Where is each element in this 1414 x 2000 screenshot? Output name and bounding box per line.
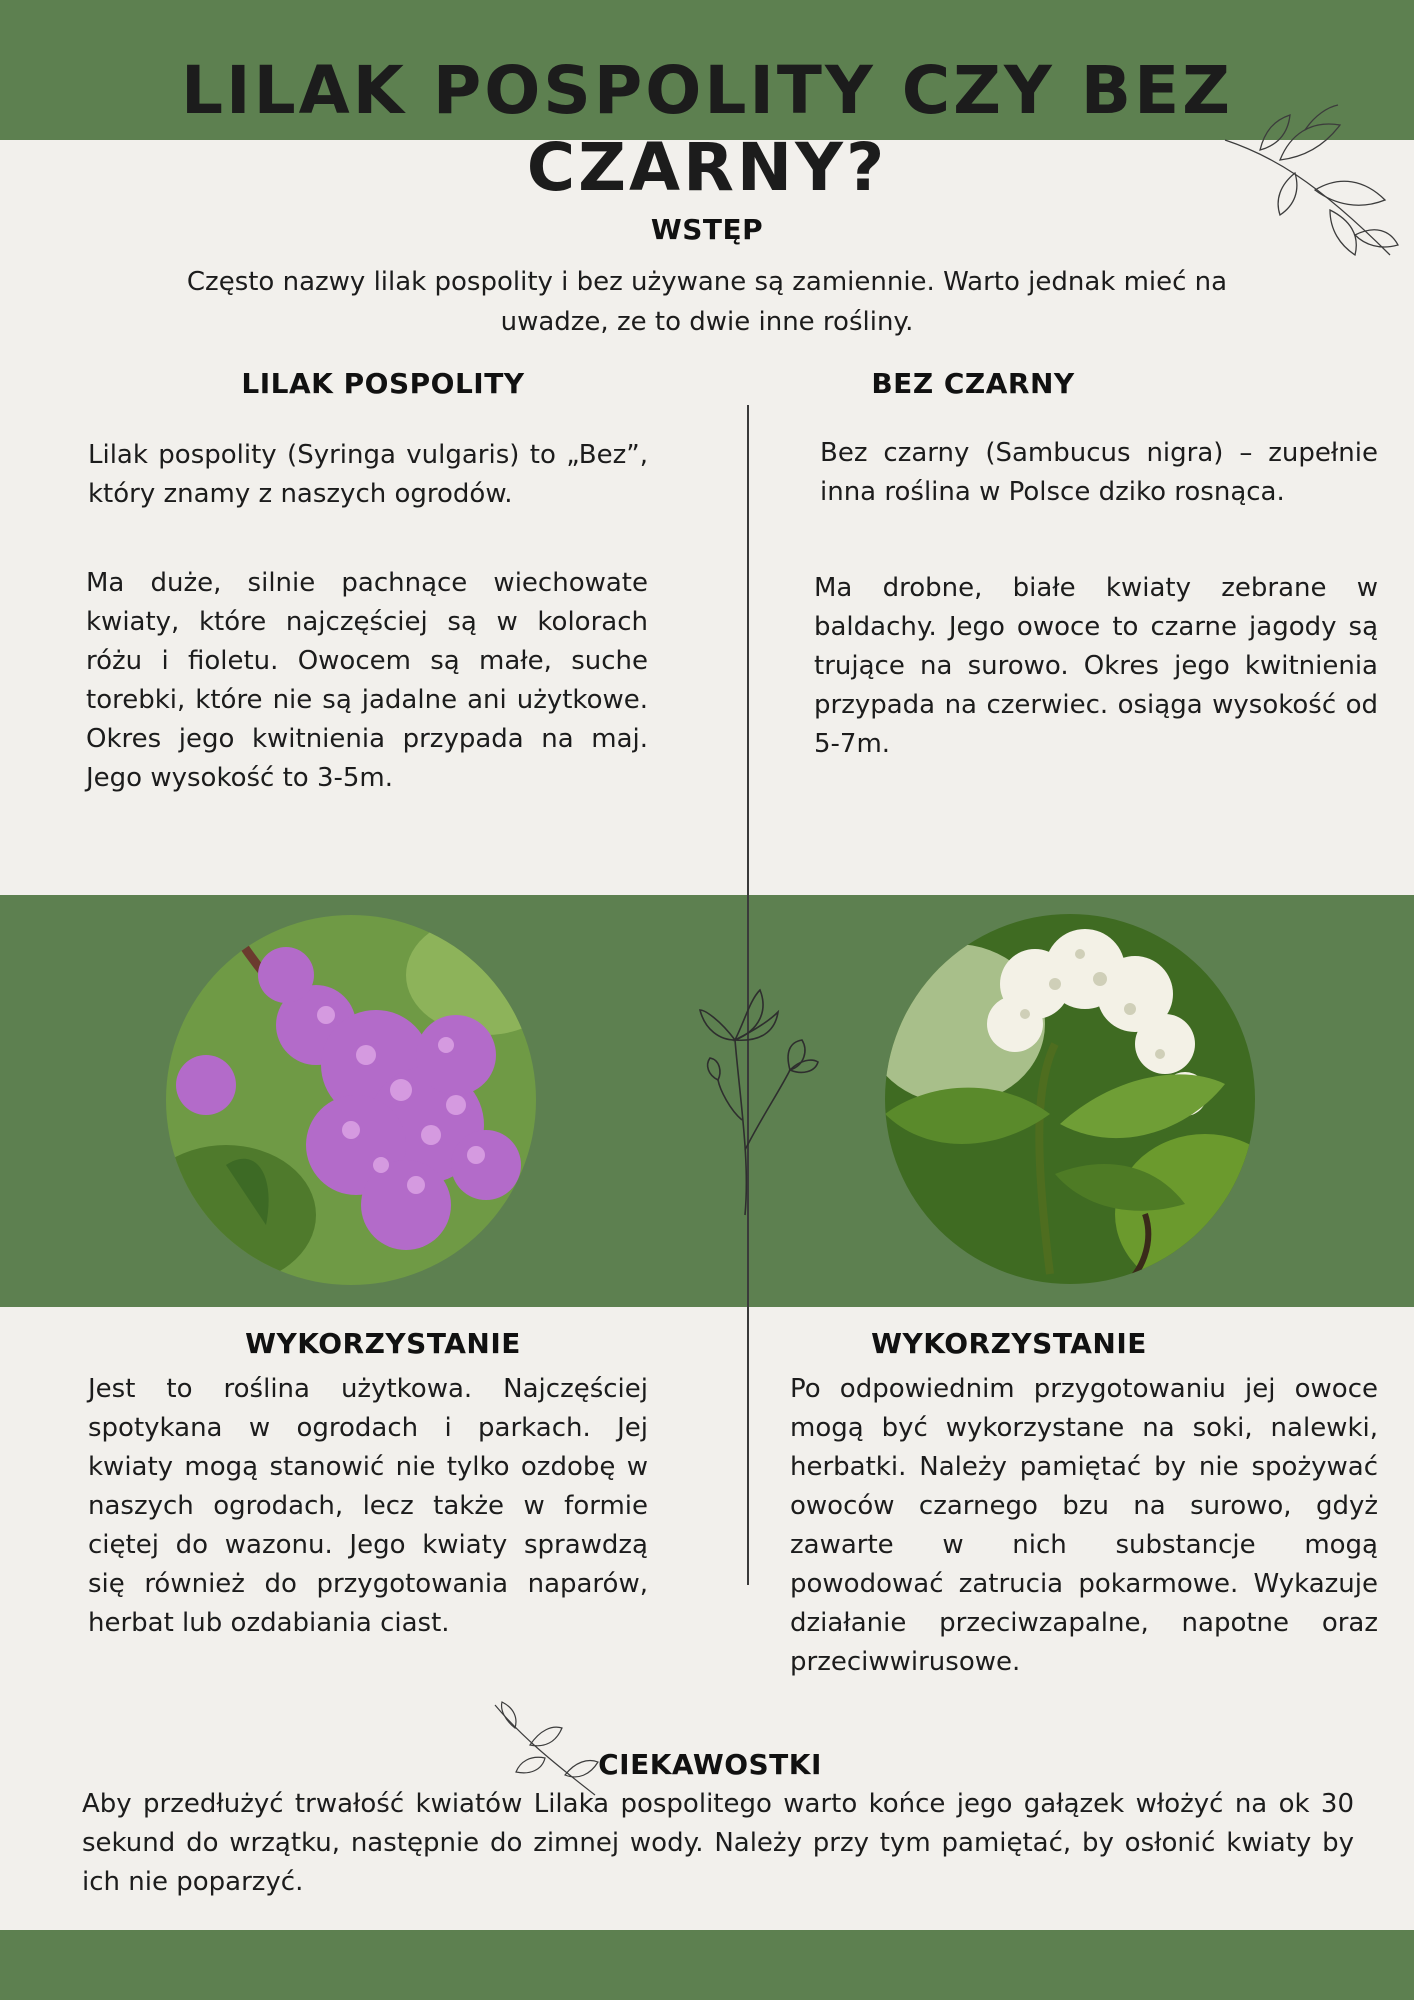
- lilac-description: Lilak pospolity (Syringa vulgaris) to „Bez”, który znamy z naszych ogrodów.: [88, 440, 648, 509]
- footer-band: [0, 1930, 1414, 2000]
- elder-details: Ma drobne, białe kwiaty zebrane w baldachy. Jego owoce to czarne jagody są trujące na surowo. Okres jego kwitnienia przypada na czerwiec. osiąga wysokość od 5-7m.: [814, 573, 1378, 759]
- lilac-usage-text: Jest to roślina użytkowa. Najczęściej spotykana w ogrodach i parkach. Jej kwiaty mogą stanowić nie tylko ozdobę w naszych ogrodach, lecz także w formie ciętej do wazonu. Jego kwiaty sprawdzą się również do przygotowania naparów, herbat lub ozdabiania ciast.: [88, 1374, 648, 1638]
- elder-photo: [885, 914, 1255, 1284]
- lilac-photo: [166, 915, 536, 1285]
- intro-text: Często nazwy lilak pospolity i bez używane są zamiennie. Warto jednak mieć na uwadze, ze to dwie inne rośliny.: [186, 267, 1228, 337]
- leaf-branch-icon: [1220, 85, 1400, 260]
- elder-usage-text: Po odpowiednim przygotowaniu jej owoce mogą być wykorzystane na soki, nalewki, herbatki. Należy pamiętać by nie spożywać owoców czarnego bzu na surowo, gdyż zawarte w nich substancje mogą powodować zatrucia pokarmowe. Wykazuje działanie przeciwzapalne, napotne oraz przeciwwirusowe.: [790, 1374, 1378, 1677]
- flower-sketch-icon: [690, 980, 820, 1220]
- lilac-usage-heading: WYKORZYSTANIE: [245, 1327, 521, 1360]
- page-title: LILAK POSPOLITY CZY BEZ CZARNY?: [180, 52, 1234, 206]
- elder-usage-heading: WYKORZYSTANIE: [871, 1327, 1147, 1360]
- elder-heading: BEZ CZARNY: [871, 367, 1075, 400]
- lilac-details: Ma duże, silnie pachnące wiechowate kwiaty, które najczęściej są w kolorach różu i fioletu. Owocem są małe, suche torebki, które nie są jadalne ani użytkowe. Okres jego kwitnienia przypada na maj. Jego wysokość to 3-5m.: [86, 568, 648, 793]
- lilac-heading: LILAK POSPOLITY: [241, 367, 525, 400]
- elder-description: Bez czarny (Sambucus nigra) – zupełnie inna roślina w Polsce dziko rosnąca.: [820, 438, 1378, 507]
- intro-heading: WSTĘP: [650, 213, 764, 246]
- trivia-text: Aby przedłużyć trwałość kwiatów Lilaka pospolitego warto końce jego gałązek włożyć na ok 30 sekund do wrzątku, następnie do zimnej wody. Należy przy tym pamiętać, by osłonić kwiaty by ich nie poparzyć.: [82, 1789, 1354, 1897]
- trivia-heading: CIEKAWOSTKI: [598, 1748, 822, 1781]
